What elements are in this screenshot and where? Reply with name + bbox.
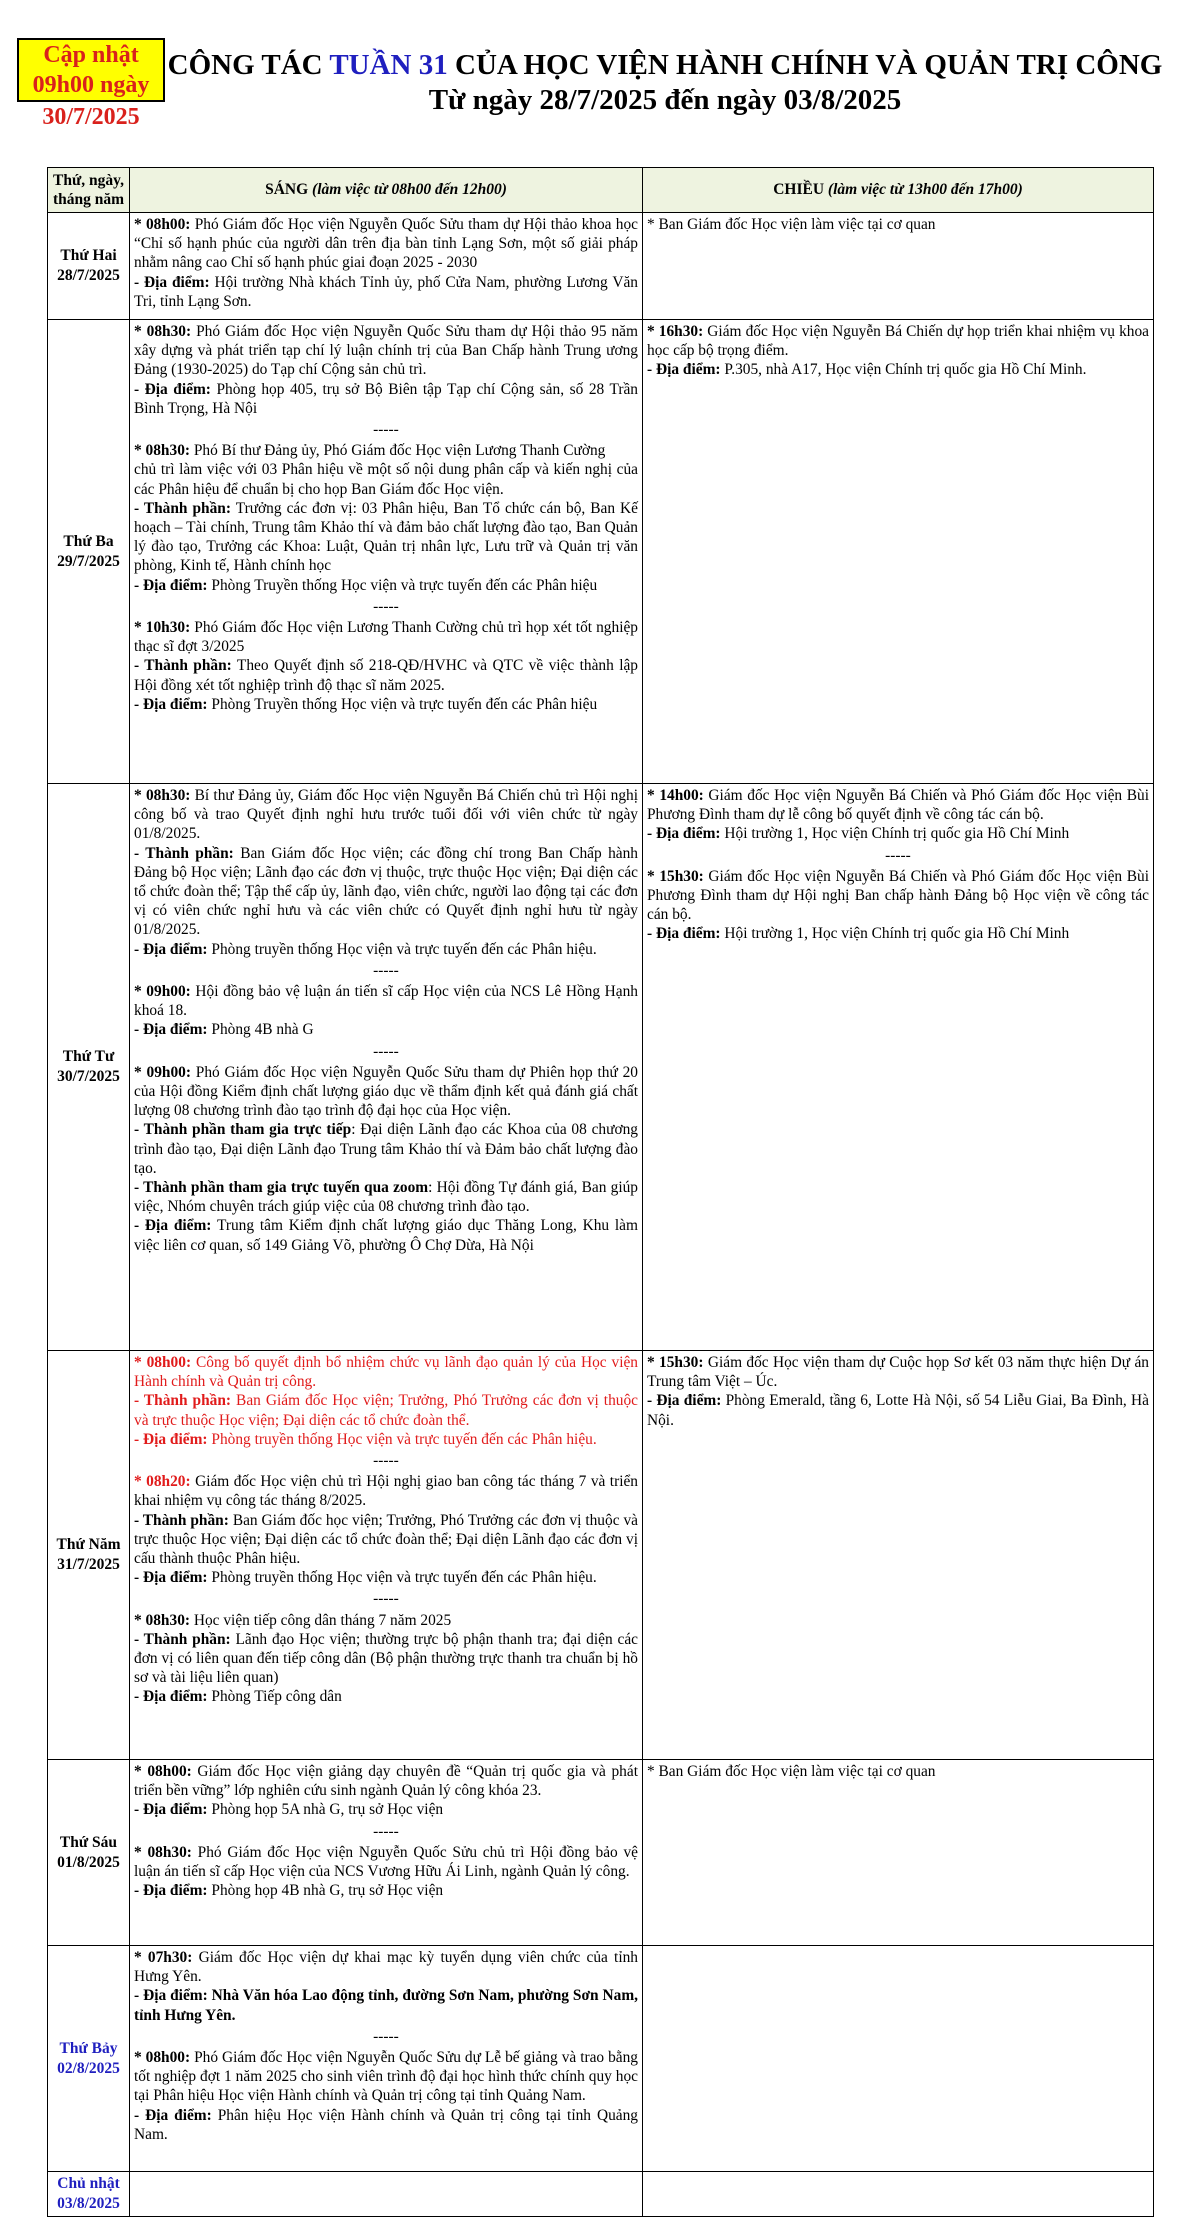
schedule-entry [134,1762,638,1820]
entry-location [134,576,638,595]
entry-location [647,360,1149,379]
entry-location-label: - Địa điểm: [134,1987,208,2005]
schedule-entry [134,1472,638,1587]
day-date: 31/7/2025 [57,1556,120,1573]
entry-location-value: Trung tâm Kiểm định chất lượng giáo dục Thăng Long, Khu làm việc liên cơ quan, số 149 Giảng Võ, phường Ô Chợ Dừa, Hà Nội [134,1217,638,1254]
entry-text: Giám đốc Học viện giảng dạy chuyên đề “Quản trị quốc gia và phát triển bền vững” lớp nghiên cứu sinh ngành Quản lý công khóa 23. [134,1763,638,1800]
separator: ----- [373,1590,399,1608]
entry-main [134,1472,638,1510]
entry-location-value: Phòng truyền thống Học viện và trực tuyến đến các Phân hiệu. [207,1430,597,1448]
separator: ----- [373,1042,399,1060]
separator: ----- [885,846,911,864]
entry-main [647,867,1149,925]
table-row [48,2172,1154,2217]
entry-location-label: - Địa điểm: [134,273,210,291]
afternoon-cell [643,1946,1154,2172]
entry-location-value: Hội trường 1, Học viện Chính trị quốc gia Hồ Chí Minh [720,825,1070,843]
entry-location-value: Phòng 4B nhà G [207,1021,314,1039]
entry-time: * 08h00: [134,1354,192,1371]
entry-main [134,1063,638,1121]
entry-main [134,618,638,656]
entry-location-value: Phòng Truyền thống Học viện và trực tuyến đến các Phân hiệu [207,576,598,594]
schedule-entry [134,1611,638,1707]
day-name: Chủ nhật [57,2175,120,2192]
entry-location [134,1986,638,2024]
update-badge-date: 30/7/2025 [42,104,140,130]
entry-members [134,1391,638,1429]
morning-cell [130,2172,643,2217]
entry-main [647,786,1149,824]
entry-text: Giám đốc Học viện Nguyễn Bá Chiến dự họp triển khai nhiệm vụ khoa học cấp bộ trọng điểm. [647,323,1149,360]
entry-extra: chủ trì làm việc với 03 Phân hiệu về một số nội dung phân cấp và kiến nghị của các Phân hiệu để chuẩn bị cho họp Ban Giám đốc Học viện. [134,461,638,498]
entry-location [134,1430,638,1449]
entry-location-label: - Địa điểm: [134,1688,208,1706]
entry-zoom-value: : Hội đồng Tự đánh giá, Ban giúp việc, Nhóm chuyên trách giúp việc của 08 chương trình đào tạo. [134,1179,638,1216]
entry-text: Phó Giám đốc Học viện Nguyễn Quốc Sửu tham dự Hội thảo khoa học “Chỉ số hạnh phúc của người dân trên địa bàn tỉnh Lạng Sơn, một số giải pháp nhằm nâng cao Chỉ số hạnh phúc giai đoạn 2025 - 2030 [134,216,638,272]
entry-location-value: Phòng Tiếp công dân [207,1688,342,1706]
entry-time: * 14h00: [647,787,704,804]
entry-location-label: - Địa điểm: [647,825,721,843]
day-cell [48,2172,130,2217]
entry-location-value: Phòng truyền thống Học viện và trực tuyến đến các Phân hiệu. [207,1569,597,1587]
entry-text: Bí thư Đảng ủy, Giám đốc Học viện Nguyễn Bá Chiến chủ trì Hội nghị công bố và trao Quyết định nghỉ hưu trước tuổi đối với viên chức từ ngày 01/8/2025. [134,787,638,843]
entry-location-label: - Địa điểm: [134,380,211,398]
update-badge-box [17,38,165,102]
day-cell [48,320,130,784]
entry-time: * 08h00: [134,2049,191,2067]
morning-cell [130,213,643,320]
entry-direct-label: - Thành phần tham gia trực tiếp [134,1121,352,1139]
page-title [165,48,1165,83]
entry-location [134,2106,638,2144]
entry-time: * 08h30: [134,787,191,804]
entry-time: * 16h30: [647,323,704,340]
entry-time: * 08h00: [134,1763,192,1780]
entry-text: Phó Giám đốc Học viện Lương Thanh Cường chủ trì họp xét tốt nghiệp thạc sĩ đợt 3/2025 [134,619,638,656]
entry-text: * Ban Giám đốc Học viện làm việc tại cơ quan [647,1763,936,1780]
schedule-entry [134,1843,638,1901]
page-subtitle: Từ ngày 28/7/2025 đến ngày 03/8/2025 [428,84,902,116]
update-badge-line2: 09h00 ngày [32,72,150,98]
entry-members-label: - Thành phần: [134,844,234,862]
entry-time: * 10h30: [134,619,191,637]
afternoon-cell [643,2172,1154,2217]
entry-zoom [134,1178,638,1216]
entry-text: * Ban Giám đốc Học viện làm việc tại cơ quan [647,216,936,233]
entry-main [134,1762,638,1800]
entry-time: * 09h00: [134,1063,191,1081]
entry-members [134,844,638,940]
entry-time: * 08h30: [134,1611,191,1629]
morning-cell [130,1351,643,1760]
schedule-entry [647,786,1149,844]
entry-zoom-label: - Thành phần tham gia trực tuyến qua zoom [134,1179,429,1197]
day-cell [48,213,130,320]
entry-time: * 08h00: [134,216,191,233]
schedule-entry [134,786,638,959]
entry-location-value: Phòng họp 405, trụ sở Bộ Biên tập Tạp chí Cộng sản, số 28 Trần Bình Trọng, Hà Nội [134,380,638,417]
day-name: Thứ Hai [60,247,117,264]
entry-members-value: Trưởng các đơn vị: 03 Phân hiệu, Ban Tổ chức cán bộ, Ban Kế hoạch – Tài chính, Trung tâm Khảo thí và đảm bảo chất lượng đào tạo, Ban Quản lý đào tạo, Trưởng các Khoa: Luật, Quản trị nhân lực, Lưu trữ và Quản trị văn phòng, Kinh tế, Hành chính học [134,499,639,575]
entry-location-label: - Địa điểm: [647,1392,722,1410]
schedule-entry [647,322,1149,380]
entry-text: Phó Giám đốc Học viện Nguyễn Quốc Sửu tham dự Hội thảo 95 năm xây dựng và phát triển tạp chí lý luận chính trị của Ban Chấp hành Trung ương Đảng (1930-2025) do Tạp chí Cộng sản chủ trì. [134,323,638,379]
separator: ----- [373,2027,399,2045]
entry-location [134,1800,638,1819]
entry-main [647,1353,1149,1391]
entry-text: Giám đốc Học viện dự khai mạc kỳ tuyển dụng viên chức của tỉnh Hưng Yên. [134,1949,639,1986]
entry-time: * 09h00: [134,983,191,1001]
entry-main [134,215,638,273]
entry-location [134,1020,638,1039]
entry-main [134,441,638,460]
entry-direct-value: : Đại diện Lãnh đạo các Khoa của 08 chương trình đào tạo, Đại diện Lãnh đạo Trung tâm Khảo thí và Đảm bảo chất lượng đào tạo. [134,1121,638,1177]
entry-members-label: - Thành phần: [134,1392,232,1410]
morning-cell [130,1946,643,2172]
entry-members-label: - Thành phần: [134,1630,231,1648]
entry-location [647,924,1149,943]
morning-note: (làm việc từ 08h00 đến 12h00) [312,181,507,199]
entry-main [647,215,1149,234]
entry-location-label: - Địa điểm: [134,940,208,958]
entry-location [647,824,1149,843]
entry-location-label: - Địa điểm: [134,576,208,594]
col-header-afternoon [643,168,1154,213]
update-badge [17,38,165,132]
afternoon-note: (làm việc từ 13h00 đến 17h00) [827,181,1023,199]
title-post: CỦA HỌC VIỆN HÀNH CHÍNH VÀ QUẢN TRỊ CÔNG [447,49,1163,81]
entry-members-value: Ban Giám đốc học viện; Trưởng, Phó Trưởng các đơn vị thuộc và trực thuộc Học viện; Đại diện các tổ chức đoàn thể; Đại diện Lãnh đạo các đơn vị cấu thành thuộc Phân hiệu. [134,1511,638,1568]
entry-text: Giám đốc Học viện Nguyễn Bá Chiến và Phó Giám đốc Học viện Bùi Phương Đình tham dự Hội nghị Ban chấp hành Đảng bộ Học viện về công tác cán bộ. [647,867,1149,924]
entry-members-label: - Thành phần: [134,657,232,675]
day-cell [48,1946,130,2172]
entry-main [134,1353,638,1391]
entry-members [134,499,638,576]
entry-text: Giám đốc Học viện Nguyễn Bá Chiến và Phó Giám đốc Học viện Bùi Phương Đình tham dự lễ công bố quyết định về công tác cán bộ. [647,787,1149,824]
entry-location-label: - Địa điểm: [134,1569,208,1587]
entry-location-label: - Địa điểm: [647,925,721,943]
entry-location [134,1568,638,1587]
entry-members-value: Theo Quyết định số 218-QĐ/HVHC và QTC về việc thành lập Hội đồng xét tốt nghiệp trình độ thạc sĩ năm 2025. [134,657,638,694]
entry-location-label: - Địa điểm: [134,1430,208,1448]
entry-location-value: Phòng Truyền thống Học viện và trực tuyến đến các Phân hiệu [207,695,598,713]
entry-text: Hội đồng bảo vệ luận án tiến sĩ cấp Học viện của NCS Lê Hồng Hạnh khoá 18. [134,983,639,1020]
page-header [165,48,1165,118]
schedule-entry [134,982,638,1040]
separator: ----- [373,597,399,615]
entry-location-label: - Địa điểm: [134,1217,212,1235]
afternoon-cell [643,213,1154,320]
col-header-day: Thứ, ngày, tháng năm [48,168,130,213]
entry-main [134,982,638,1020]
entry-time: * 08h30: [134,442,191,460]
update-badge-line1: Cập nhật [43,42,139,68]
entry-location-label: - Địa điểm: [134,1882,208,1900]
title-pre: CÔNG TÁC [167,49,330,81]
table-row [48,784,1154,1351]
separator: ----- [373,961,399,979]
entry-location-value: Hội trường Nhà khách Tỉnh ủy, phố Cửa Nam, phường Lương Văn Tri, tỉnh Lạng Sơn. [134,273,638,310]
entry-location-label: - Địa điểm: [134,1021,208,1039]
entry-location-value: Phòng truyền thống Học viện và trực tuyến đến các Phân hiệu. [207,940,597,958]
entry-location-value: Phòng họp 5A nhà G, trụ sở Học viện [207,1801,444,1819]
entry-members-value: Lãnh đạo Học viện; thường trực bộ phận thanh tra; đại diện các đơn vị có liên quan đến tiếp công dân (Bộ phận thường trực thanh tra chuẩn bị hồ sơ và tài liệu liên quan) [134,1630,638,1687]
afternoon-label: CHIỀU [773,181,825,199]
entry-location [647,1391,1149,1429]
entry-location-label: - Địa điểm: [134,1801,208,1819]
day-cell [48,1351,130,1760]
entry-main [134,322,638,380]
day-name: Thứ Ba [63,532,114,550]
entry-main [134,1843,638,1881]
schedule-entry [134,1353,638,1449]
afternoon-cell [643,1760,1154,1946]
separator: ----- [373,1822,399,1840]
morning-cell [130,1760,643,1946]
day-date: 02/8/2025 [57,2059,120,2077]
schedule-entry [134,322,638,418]
entry-time: * 15h30: [647,867,704,885]
entry-location-value: P.305, nhà A17, Học viện Chính trị quốc gia Hồ Chí Minh. [720,361,1087,379]
entry-main [134,2048,638,2106]
schedule-entry [647,867,1149,944]
schedule-entry [134,1948,638,2025]
afternoon-cell [643,320,1154,784]
entry-members [134,1511,638,1569]
entry-location [134,1687,638,1706]
entry-location [134,1216,638,1254]
morning-cell [130,320,643,784]
entry-text: Giám đốc Học viện tham dự Cuộc họp Sơ kết 03 năm thực hiện Dự án Trung tâm Việt – Úc. [647,1354,1149,1391]
schedule-entry [134,618,638,714]
schedule-entry [134,441,638,595]
entry-main [134,1611,638,1630]
entry-location [134,380,638,418]
entry-members [134,656,638,694]
table-header-row [48,168,1154,213]
day-cell [48,784,130,1351]
morning-label: SÁNG [265,181,309,199]
separator: ----- [373,1452,399,1470]
day-date: 30/7/2025 [57,1068,120,1085]
entry-location-value: Phòng họp 4B nhà G, trụ sở Học viện [207,1882,444,1900]
entry-text: Phó Giám đốc Học viện Nguyễn Quốc Sửu dự Lễ bế giảng và trao bằng tốt nghiệp đợt 1 năm 2025 cho sinh viên trình độ đại học hình thức chính quy học tại Phân hiệu Học viện Hành chính và Quản trị công tại tỉnh Quảng Nam. [134,2049,638,2105]
day-name: Thứ Tư [62,1048,115,1065]
schedule-entry [134,215,638,311]
table-row [48,1351,1154,1760]
entry-location-value: Nhà Văn hóa Lao động tỉnh, đường Sơn Nam, phường Sơn Nam, tỉnh Hưng Yên. [134,1987,638,2024]
entry-location [134,940,638,959]
day-date: 01/8/2025 [57,1853,120,1871]
table-row [48,1946,1154,2172]
entry-time: * 07h30: [134,1949,193,1966]
col-header-morning [130,168,643,213]
entry-direct [134,1120,638,1178]
entry-members-label: - Thành phần: [134,1511,229,1529]
entry-text: Phó Giám đốc Học viện Nguyễn Quốc Sửu tham dự Phiên họp thứ 20 của Hội đồng Kiểm định chất lượng giáo dục về thẩm định kết quả đánh giá chất lượng 08 chương trình đào tạo trình độ đại học của Học viện. [134,1063,638,1120]
entry-members-value: Ban Giám đốc Học viện; các đồng chí trong Ban Chấp hành Đảng bộ Học viện; Lãnh đạo các đơn vị thuộc, trực thuộc Học viện; Đại diện các tổ chức đoàn thể; Tập thể cấp ủy, lãnh đạo, viên chức, người lao động tại các đơn vị có viên chức nghỉ hưu và các viên chức có Quyết định nghỉ hưu từ ngày 01/8/2025. [134,844,638,939]
entry-location-label: - Địa điểm: [134,695,208,713]
schedule-entry [647,1762,1149,1781]
entry-time: * 15h30: [647,1354,704,1371]
entry-location [134,1881,638,1900]
entry-text: Phó Bí thư Đảng ủy, Phó Giám đốc Học viện Lương Thanh Cường [190,442,606,460]
day-cell [48,1760,130,1946]
entry-main [647,1762,1149,1781]
day-name: Thứ Sáu [59,1833,118,1851]
schedule-entry [134,2048,638,2144]
schedule-table [47,167,1154,2217]
afternoon-cell [643,784,1154,1351]
entry-main [134,1948,638,1986]
entry-members-label: - Thành phần: [134,499,231,517]
afternoon-cell [643,1351,1154,1760]
entry-location-value: Phòng Emerald, tầng 6, Lotte Hà Nội, số 54 Liễu Giai, Ba Đình, Hà Nội. [647,1392,1149,1429]
separator: ----- [373,421,399,439]
day-date: 03/8/2025 [57,2195,120,2212]
entry-members [134,1630,638,1688]
entry-time: * 08h20: [134,1473,191,1491]
table-row [48,320,1154,784]
entry-main [647,322,1149,360]
entry-text: Học viện tiếp công dân tháng 7 năm 2025 [190,1611,452,1629]
schedule-entry [134,1063,638,1255]
entry-text: Công bố quyết định bổ nhiệm chức vụ lãnh đạo quản lý của Học viện Hành chính và Quản trị công. [134,1354,638,1391]
entry-time: * 08h30: [134,1843,192,1861]
entry-location-value: Phân hiệu Học viện Hành chính và Quản trị công tại tỉnh Quảng Nam. [134,2106,638,2143]
entry-text: Phó Giám đốc Học viện Nguyễn Quốc Sửu chủ trì Hội đồng bảo vệ luận án tiến sĩ cấp Học viện của NCS Vương Hữu Ái Linh, ngành Quản lý công. [134,1843,638,1881]
table-row [48,1760,1154,1946]
schedule-entry [647,1353,1149,1430]
entry-members-value: Ban Giám đốc Học viện; Trưởng, Phó Trưởng các đơn vị thuộc và trực thuộc Học viện; Đại diện các tổ chức đoàn thể. [134,1392,639,1429]
day-date: 28/7/2025 [57,267,120,284]
morning-cell [130,784,643,1351]
entry-time: * 08h30: [134,323,192,340]
schedule-entry [647,215,1149,234]
day-date: 29/7/2025 [57,552,120,570]
entry-location [134,695,638,714]
day-name: Thứ Bảy [59,2039,118,2057]
entry-location-value: Hội trường 1, Học viện Chính trị quốc gia Hồ Chí Minh [720,925,1070,943]
entry-location [134,273,638,311]
entry-location-label: - Địa điểm: [134,2106,212,2124]
day-name: Thứ Năm [56,1536,121,1553]
entry-location-label: - Địa điểm: [647,361,721,379]
table-row [48,213,1154,320]
entry-text: Giám đốc Học viện chủ trì Hội nghị giao ban công tác tháng 7 và triển khai nhiệm vụ công tác tháng 8/2025. [134,1473,639,1510]
entry-main [134,786,638,844]
title-week: TUẦN 31 [329,49,448,81]
